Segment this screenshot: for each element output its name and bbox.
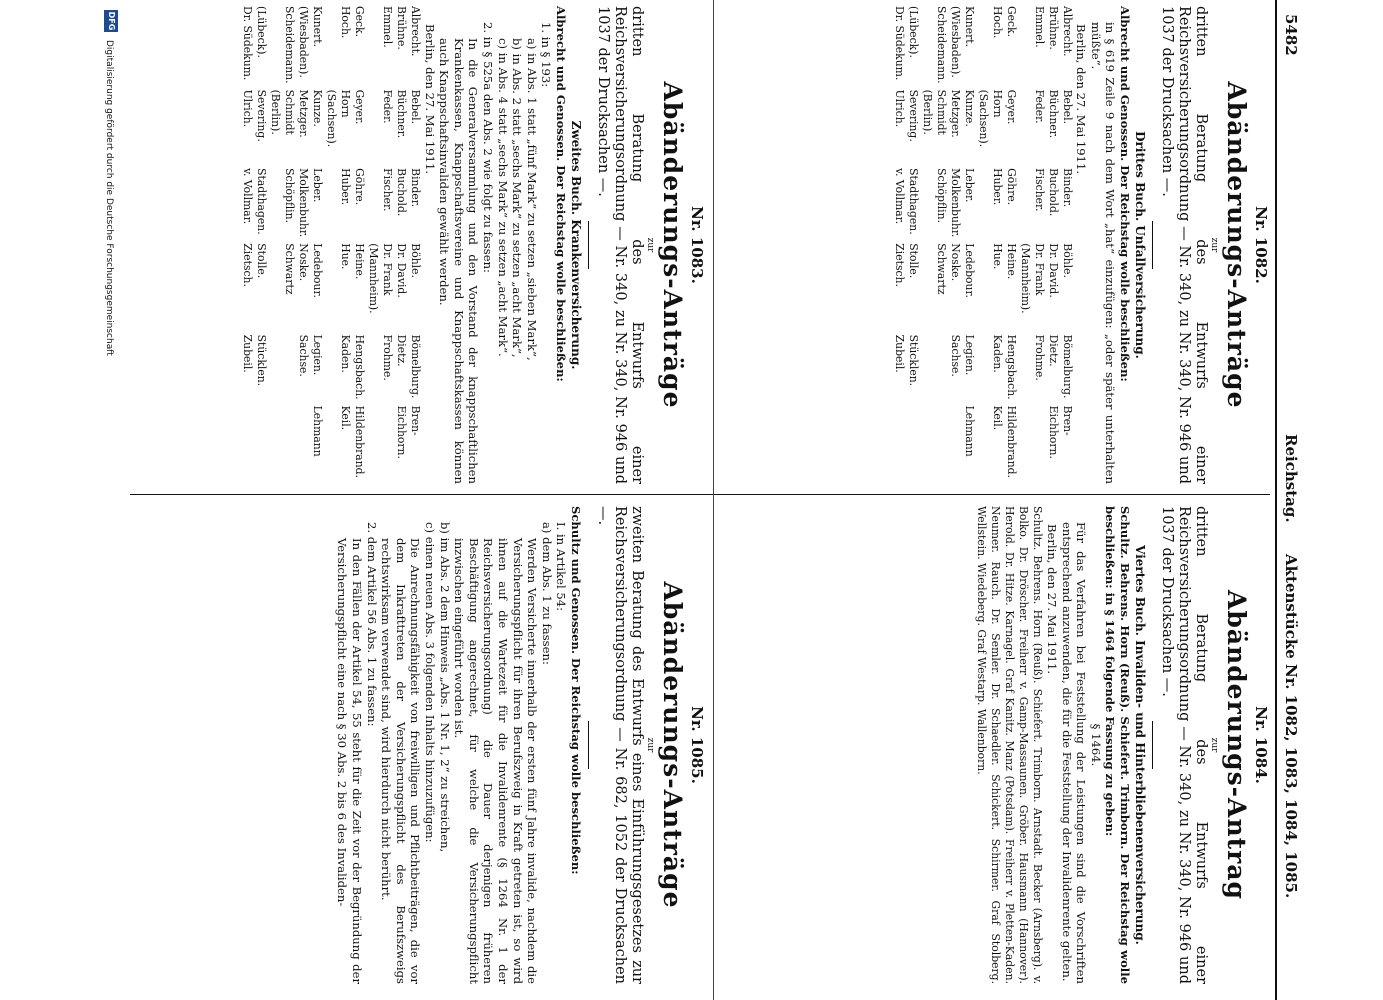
- nr1084-text: Für das Verfahren bei Feststellung der Leistungen sind die Vorschriften entsprechend anzuwenden, die für die Feststellung der Invalidenrente gelten.: [1059, 522, 1089, 984]
- section-nr1082: [892, 6, 1270, 484]
- signer-name: Kaden.: [990, 334, 1004, 373]
- signer-name: Emmel.: [1032, 6, 1046, 48]
- nr1084-signers: Schultz. Behrens. Horn (Reuß). Schiefert. Trimborn. Arnstadt. Becker (Arnsberg). v. Bolko. Dr. Dröscher. Freiherr v. Gamp-Massaunen. Gröber. Hausmann (Hannover). Herold. Dr. Hitze. Karnagel. Graf Kanitz. Manz (Potsdam). Freiherr v. Pletten-Kaden. Neumer. Rauch. Dr. Semler. Dr. Schaedler. Schickert. Schirmer. Graf Stolberg. Wellstein. Wiedeberg. Graf Westarp. Wallenborn.: [975, 506, 1045, 984]
- nr1083-title: Abänderungs-Anträge: [658, 81, 687, 409]
- signer-name: Ledebour.: [311, 243, 325, 298]
- nr1085-item: Werden Versicherte innerhalb der ersten fünf Jahre invalide, nachdem die Versicherungspflicht für ihren Berufszweig in Kraft getreten ist, so wird ihnen auf die Wartezeit für die Invalidenrente (§ 1264 Nr. 1 der Reichsversicherungsordnung) die Dauer derjenigen früheren Beschäftigung angerechnet, für welche die Versicherungspflicht inzwischen eingeführt worden ist.: [452, 538, 540, 984]
- nr1082-date: Berlin, den 27. Mai 1911.: [1074, 24, 1089, 175]
- signer-name: Bömelburg.: [409, 334, 423, 399]
- nr1085-title: Abänderungs-Anträge: [658, 581, 687, 909]
- signer-name: Dietz.: [395, 334, 409, 367]
- signer-name: Dr. David.: [1046, 243, 1060, 298]
- signer-name: v. Vollmar.: [892, 168, 906, 225]
- signer-name: Geyer.: [1004, 89, 1018, 125]
- signer-name: Sachse.: [297, 334, 311, 377]
- page-header: [1280, 14, 1300, 989]
- nr1083-motion: Albrecht und Genossen. Der Reichstag wolle beschließen:: [554, 6, 568, 382]
- signer-name: Huber.: [339, 168, 353, 206]
- nr1083-book: Zweites Buch. Krankenversicherung.: [569, 120, 583, 370]
- signer-name: Bebel.: [1060, 89, 1074, 125]
- signer-name: Sachse.: [948, 334, 962, 377]
- signer-name: Fischer.: [1032, 168, 1046, 212]
- nr1085-reading: zweiten Beratung des Entwurfs eines Einführungsgesetzes zur Reichsversicherungsordnung — Nr. 682, 1052 der Drucksachen —.: [595, 506, 645, 984]
- signer-name: Huber.: [990, 168, 1004, 206]
- nr1083-reading: dritten Beratung des Entwurfs einer Reichsversicherungsordnung — Nr. 340, zu Nr. 340, Nr. 946 und 1037 der Drucksachen —.: [595, 6, 645, 484]
- signer-name: Lehmann: [962, 405, 976, 457]
- nr1082-number: Nr. 1082.: [1252, 206, 1270, 284]
- nr1082-zur: zur: [1209, 237, 1219, 253]
- signer-name: Bren-: [1060, 405, 1074, 436]
- signer-name: Hengsbach.: [1004, 334, 1018, 400]
- column-divider: [130, 494, 1270, 495]
- fold-line: [713, 0, 714, 1000]
- nr1083-item: 1. in § 193:: [539, 22, 554, 88]
- signer-name: Hue.: [990, 243, 1004, 270]
- signer-name: Hildenbrand.: [1004, 405, 1018, 478]
- signer-name: Horn (Sachsen).: [976, 89, 1004, 148]
- signer-name: Noske.: [948, 243, 962, 282]
- signer-name: Hoch.: [990, 6, 1004, 39]
- signer-name: [906, 406, 920, 478]
- nr1085-item: a) dem Abs. 1 zu fassen:: [539, 522, 554, 665]
- signer-name: Geyer.: [353, 89, 367, 125]
- signer-name: Eichhorn.: [395, 405, 409, 459]
- signer-name: (Lübeck).: [255, 6, 269, 58]
- signer-name: Horn (Sachsen).: [325, 89, 353, 148]
- signer-name: Göhre.: [353, 168, 367, 206]
- signer-name: Buchold.: [395, 168, 409, 217]
- nr1085-zur: zur: [645, 737, 655, 753]
- signer-name: (Wiesbaden).: [297, 6, 311, 78]
- signer-name: Dr. Frank (Mannheim).: [1018, 243, 1046, 314]
- signer-name: Leber.: [311, 168, 325, 203]
- signer-name: [254, 406, 268, 478]
- signer-name: Ledebour.: [962, 243, 976, 298]
- signer-name: Schöpflin.: [283, 168, 297, 224]
- signer-name: Feder.: [1032, 89, 1046, 124]
- page-number: 5482: [1282, 14, 1300, 56]
- signer-name: Severing.: [906, 89, 920, 142]
- nr1084-reading: dritten Beratung des Entwurfs einer Reichsversicherungsordnung — Nr. 340, zu Nr. 340, Nr. 946 und 1037 der Drucksachen —.: [1159, 506, 1209, 984]
- nr1083-item: In die Generalversammlung und den Vorstand der knappschaftlichen Krankenkassen, Knappschaftsvereine und Knappschaftskassen können auch Knappschaftsinvaliden gewählt werden.: [437, 38, 481, 484]
- header-rule: [1275, 0, 1277, 1000]
- nr1083-item: c) in Abs. 4 statt „sechs Mark“ zu setzen „acht Mark“.: [495, 38, 510, 357]
- nr1083-zur: zur: [645, 237, 655, 253]
- nr1084-motion: Schultz. Behrens. Horn (Reuß). Schiefert. Trimborn. Der Reichstag wolle beschließen: in § 1464 folgende Fassung zu geben:: [1103, 506, 1132, 984]
- signer-name: Fischer.: [381, 168, 395, 212]
- signer-name: Büchner.: [395, 89, 409, 139]
- signer-name: Keil.: [990, 405, 1004, 431]
- nr1082-signers: [892, 6, 1074, 484]
- nr1084-zur: zur: [1209, 737, 1219, 753]
- signer-name: Hue.: [339, 243, 353, 270]
- signer-name: Zubeil.: [892, 334, 906, 373]
- signer-name: Feder.: [381, 89, 395, 124]
- nr1084-short-rule: [1152, 721, 1153, 769]
- nr1085-item: I. in Artikel 54:: [554, 522, 569, 612]
- signer-name: Kunze.: [962, 89, 976, 127]
- section-nr1085: [335, 506, 706, 984]
- signer-name: Böhle.: [1060, 243, 1074, 278]
- signer-name: Eichhorn.: [1046, 405, 1060, 459]
- nr1083-signers: [240, 6, 422, 484]
- section-nr1083: [240, 6, 706, 484]
- signer-name: Brühne.: [395, 6, 409, 50]
- nr1083-date: Berlin, den 27. Mai 1911.: [422, 24, 437, 175]
- signer-name: Noske.: [297, 243, 311, 282]
- signer-name: Kaden.: [339, 334, 353, 373]
- nr1083-short-rule: [588, 221, 589, 269]
- signer-name: Stolle.: [906, 243, 920, 279]
- nr1085-number: Nr. 1085.: [688, 706, 706, 784]
- signer-name: Heine.: [1004, 243, 1018, 280]
- signer-name: Böhle.: [409, 243, 423, 278]
- signer-name: [1018, 406, 1046, 478]
- signer-name: Dr. David.: [395, 243, 409, 298]
- nr1083-item: a) in Abs. 1 statt „fünf Mark“ zu setzen „sieben Mark“,: [524, 38, 539, 361]
- signer-name: Lehmann: [311, 405, 325, 457]
- nr1084-number: Nr. 1084.: [1252, 706, 1270, 784]
- signer-name: Metzger.: [297, 89, 311, 138]
- signer-name: [268, 335, 296, 400]
- signer-name: Bren-: [409, 405, 423, 436]
- signer-name: Emmel.: [381, 6, 395, 48]
- nr1085-item: c) einen neuen Abs. 3 folgenden Inhalts hinzuzufügen:: [423, 522, 438, 843]
- nr1085-motion: Schultz und Genossen. Der Reichstag wolle beschließen:: [569, 506, 583, 875]
- nr1085-item: In den Fällen der Artikel 54, 55 steht für die Zeit vor der Begründung der Versicherungspflicht eine nach § 30 Abs. 2 bis 6 des Invaliden-: [335, 538, 365, 984]
- signer-name: [892, 406, 906, 478]
- signer-name: [366, 406, 394, 478]
- signer-name: Hoch.: [339, 6, 353, 39]
- header-document-range: Aktenstücke Nr. 1082, 1083, 1084, 1085.: [1282, 554, 1300, 899]
- signer-name: Dr. Frank (Mannheim).: [367, 243, 395, 314]
- nr1085-item: 2. dem Artikel 56 Abs. 1 zu fassen:: [364, 522, 379, 727]
- signer-name: Stolle.: [255, 243, 269, 279]
- signer-name: Ulrich.: [241, 89, 255, 128]
- signer-name: Bömelburg.: [1060, 334, 1074, 399]
- signer-name: Geck.: [353, 6, 367, 38]
- signer-name: Dr. Südekum.: [241, 6, 255, 81]
- signer-name: Stadthagen.: [255, 168, 269, 235]
- signer-name: Binder.: [409, 168, 423, 208]
- signer-name: Heine.: [353, 243, 367, 280]
- signer-name: Severing.: [255, 89, 269, 142]
- signer-name: Schmidt (Berlin).: [269, 89, 297, 135]
- signer-name: Frohme.: [381, 334, 395, 381]
- signer-name: Kunert.: [311, 6, 325, 48]
- signer-name: Schmidt (Berlin).: [920, 89, 948, 135]
- signer-name: [296, 406, 310, 478]
- header-institution: Reichstag.: [1282, 434, 1300, 523]
- signer-name: Dietz.: [1046, 334, 1060, 367]
- nr1083-item: 2. in § 525a den Abs. 2 wie folgt zu fassen:: [481, 22, 496, 273]
- nr1082-title: Abänderungs-Anträge: [1222, 81, 1251, 409]
- signer-name: Schöpflin.: [934, 168, 948, 224]
- signer-name: Göhre.: [1004, 168, 1018, 206]
- nr1082-motion: Albrecht und Genossen. Der Reichstag wolle beschließen:: [1118, 6, 1132, 382]
- signer-name: Dr. Südekum.: [892, 6, 906, 81]
- nr1084-title: Abänderungs-Antrag: [1222, 589, 1251, 901]
- signer-name: Schwartz: [934, 243, 948, 295]
- signer-name: Ulrich.: [892, 89, 906, 128]
- signer-name: Hildenbrand.: [353, 405, 367, 478]
- signer-name: Kunert.: [962, 6, 976, 48]
- signer-name: [268, 406, 296, 478]
- nr1085-item: Die Anrechnungsfähigkeit von freiwilligen und Pflichtbeiträgen, die vor dem Inkrafttreten der Versicherungspflicht des Berufszweigs rechtswirksam verwendet sind, wird hierdurch nicht berührt.: [379, 538, 423, 984]
- nr1082-book: Drittes Buch. Unfallversicherung.: [1133, 131, 1147, 359]
- signer-name: [948, 406, 962, 478]
- signer-name: Buchold.: [1046, 168, 1060, 217]
- dfg-logo: DFG: [104, 10, 118, 32]
- signer-name: Brühne.: [1046, 6, 1060, 50]
- signer-name: Legien.: [962, 334, 976, 376]
- section-nr1084: [974, 506, 1270, 984]
- signer-name: Leber.: [962, 168, 976, 203]
- signer-name: [920, 406, 948, 478]
- nr1083-item: b) in Abs. 2 statt „sechs Mark“ zu setzen „acht Mark“,: [510, 38, 525, 358]
- signer-name: Albrecht.: [1060, 6, 1074, 57]
- signer-name: Zubeil.: [241, 334, 255, 373]
- signer-name: Geck.: [1004, 6, 1018, 38]
- signer-name: [920, 335, 948, 400]
- signer-name: Büchner.: [1046, 89, 1060, 139]
- nr1082-text: in § 619 Zeile 9 nach dem Wort „hat“ einzufügen: „oder später unterhalten müßte“.: [1088, 22, 1118, 484]
- signer-name: Molkenbuhr.: [948, 168, 962, 238]
- nr1082-short-rule: [1152, 221, 1153, 269]
- signer-name: Stücklen.: [255, 334, 269, 387]
- rotated-newspaper-page: [100, 0, 1310, 1000]
- signer-name: Hengsbach.: [353, 334, 367, 400]
- signer-name: Frohme.: [1032, 334, 1046, 381]
- signer-name: Zietsch.: [241, 243, 255, 287]
- signer-name: v. Vollmar.: [241, 168, 255, 225]
- signer-name: Binder.: [1060, 168, 1074, 208]
- signer-name: Molkenbuhr.: [297, 168, 311, 238]
- signer-name: Stadthagen.: [906, 168, 920, 235]
- signer-name: Stücklen.: [906, 334, 920, 387]
- signer-name: (Lübeck).: [906, 6, 920, 58]
- signer-name: Scheidemann.: [934, 6, 948, 84]
- signer-name: [240, 406, 254, 478]
- signer-name: Zietsch.: [892, 243, 906, 287]
- signer-name: Albrecht.: [409, 6, 423, 57]
- nr1084-paragraph-number: § 1464.: [1088, 723, 1103, 767]
- nr1084-book: Viertes Buch. Invaliden- und Hinterbliebenenversicherung.: [1133, 545, 1147, 945]
- nr1083-number: Nr. 1083.: [688, 206, 706, 284]
- signer-name: Schwartz: [283, 243, 297, 295]
- signer-name: Metzger.: [948, 89, 962, 138]
- nr1084-date: Berlin, den 27. Mai 1911.: [1045, 524, 1060, 675]
- signer-name: Bebel.: [409, 89, 423, 125]
- signer-name: Keil.: [339, 405, 353, 431]
- nr1082-reading: dritten Beratung des Entwurfs einer Reichsversicherungsordnung — Nr. 340, zu Nr. 340, Nr. 946 und 1037 der Drucksachen —.: [1159, 6, 1209, 484]
- digitization-footer: Digitalisierung gefördert durch die Deutsche Forschungsgemeinschaft: [104, 40, 114, 356]
- signer-name: Kunze.: [311, 89, 325, 127]
- signer-name: Legien.: [311, 334, 325, 376]
- nr1085-short-rule: [588, 721, 589, 769]
- signer-name: (Wiesbaden).: [948, 6, 962, 78]
- signer-name: Scheidemann.: [283, 6, 297, 84]
- nr1085-item: b) im Abs. 2 dem Hinweis „Abs. 1 Nr. 1, 2“ zu streichen,: [437, 522, 452, 853]
